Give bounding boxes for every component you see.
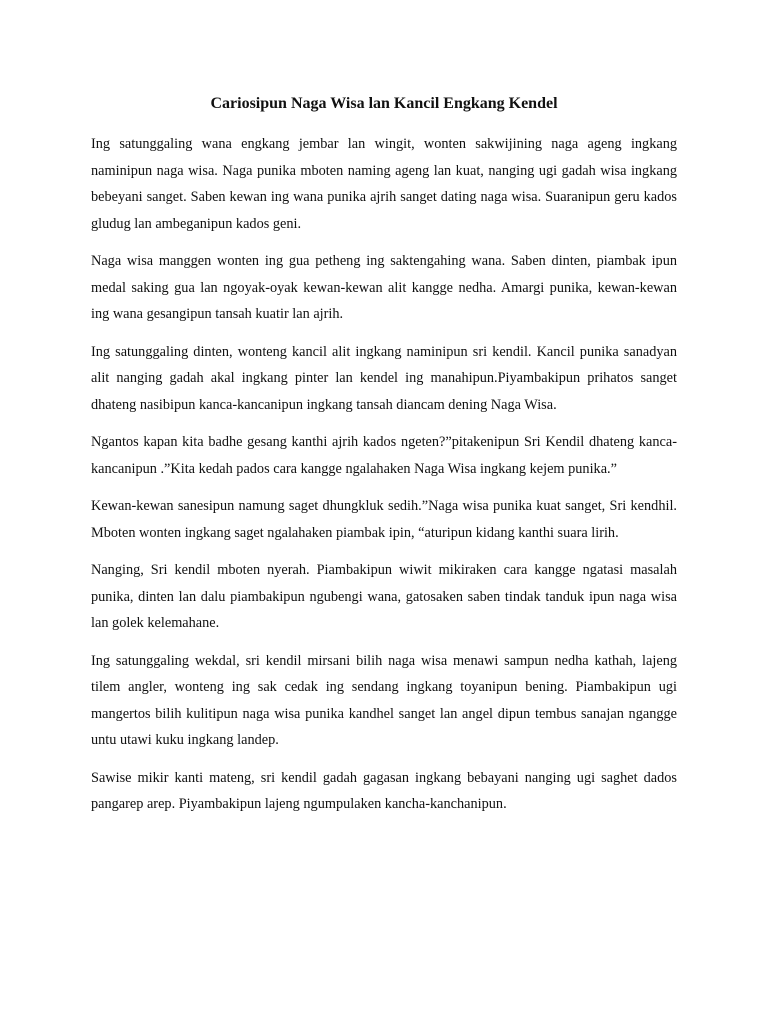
paragraph-6: Nanging, Sri kendil mboten nyerah. Piambakipun wiwit mikiraken cara kangge ngatasi masalah punika, dinten lan dalu piambakipun ngubengi wana, gatosaken saben tindak tanduk ipun naga wisa lan golek kelemahane. (91, 562, 677, 631)
paragraph-2: Naga wisa manggen wonten ing gua petheng ing saktengahing wana. Saben dinten, piambak ipun medal saking gua lan ngoyak-oyak kewan-kewan alit kangge nedha. Amargi punika, kewan-kewan ing wana gesangipun tansah kuatir lan ajrih. (91, 253, 677, 322)
paragraph-7: Ing satunggaling wekdal, sri kendil mirsani bilih naga wisa menawi sampun nedha kathah, lajeng tilem angler, wonteng ing sak cedak ing sendang ingkang toyanipun bening. Piambakipun ugi mangertos bilih kulitipun naga wisa punika kandhel sanget lan angel dipun tembus sanajan ngangge untu utawi kuku ingkang landep. (91, 652, 677, 748)
paragraph-1: Ing satunggaling wana engkang jembar lan wingit, wonten sakwijining naga ageng ingkang naminipun naga wisa. Naga punika mboten naming ageng lan kuat, nanging ugi gadah wisa ingkang bebeyani sanget. Saben kewan ing wana punika ajrih sanget dating naga wisa. Suaranipun geru kados gludug lan ambeganipun kados geni. (91, 136, 677, 232)
paragraph-4: Ngantos kapan kita badhe gesang kanthi ajrih kados ngeten?”pitakenipun Sri Kendil dhateng kanca-kancanipun .”Kita kedah pados cara kangge ngalahaken Naga Wisa ingkang kejem punika.” (91, 434, 677, 477)
paragraph-8: Sawise mikir kanti mateng, sri kendil gadah gagasan ingkang bebayani nanging ugi saghet dados pangarep arep. Piyambakipun lajeng ngumpulaken kancha-kanchanipun. (91, 769, 677, 812)
document-body (91, 94, 677, 829)
paragraph-5: Kewan-kewan sanesipun namung saget dhungkluk sedih.”Naga wisa punika kuat sanget, Sri kendhil. Mboten wonten ingkang saget ngalahaken piambak ipin, “aturipun kidang kanthi suara lirih. (91, 498, 677, 541)
document-title: Cariosipun Naga Wisa lan Kancil Engkang Kendel (210, 95, 558, 112)
paragraph-3: Ing satunggaling dinten, wonteng kancil alit ingkang naminipun sri kendil. Kancil punika sanadyan alit nanging gadah akal ingkang pinter lan kendel ing manahipun.Piyambakipun prihatos sanget dhateng nasibipun kanca-kancanipun ingkang tansah diancam dening Naga Wisa. (91, 343, 677, 413)
